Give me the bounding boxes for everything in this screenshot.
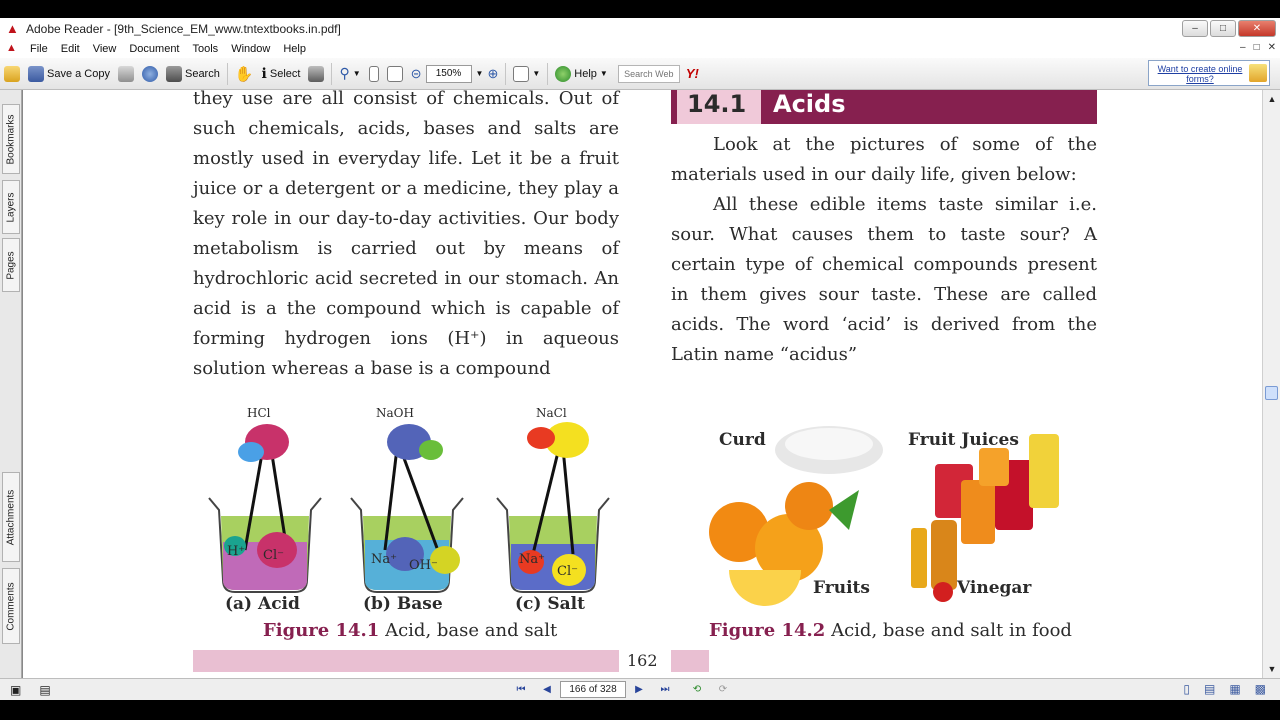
search-label: Search [184,67,220,80]
help-label: Help [574,67,597,80]
yahoo-logo[interactable]: Y! [685,66,699,81]
pages-tab[interactable] [2,238,20,292]
vertical-scrollbar[interactable] [1262,90,1280,678]
printer-icon [118,66,134,82]
navigation-panel [0,90,22,678]
label-fruit-juices: Fruit Juices [908,430,1019,450]
body-paragraph: they use are all consist of chemicals. Out of such chemicals, acids, bases and salts are mostly used in everyday life. Let it be a fruit juice or a detergent or a medicine, they play a key role in our day-to-day activities. Our body metabolism is carried out by means of hydrochloric acid secreted in our stomach. An acid is a the compound which is capable of forming hydrogen ions (H⁺) in aqueous solution whereas a base is a compound [193,90,619,379]
figure-caption-text: Acid, base and salt in food [831,620,1072,641]
layers-tab[interactable] [2,180,20,234]
page-navigation [512,681,732,698]
chevron-down-icon: ▼ [599,69,608,78]
menu-bar [0,40,1280,58]
toolbar-separator [331,63,332,85]
create-online-forms-link[interactable] [1148,60,1270,86]
select-label: Select [269,67,301,80]
menu-document[interactable]: Document [129,43,180,55]
status-bar [0,678,1280,700]
page-layout-icon[interactable]: ▤ [39,682,51,697]
rotate-view-button[interactable] [509,62,544,86]
figure-caption-text: Acid, base and salt [385,620,558,641]
window-title: Adobe Reader - [9th_Science_EM_www.tntextbooks.in.pdf] [26,22,341,36]
menu-file[interactable]: File [30,43,48,55]
formula-naoh: NaOH [376,406,414,420]
bookmarks-label: Bookmarks [5,113,17,165]
doc-restore-button[interactable]: □ [1253,42,1260,53]
adobe-reader-icon: ▲ [6,21,19,36]
search-web-input[interactable] [618,65,680,83]
menu-tools[interactable]: Tools [192,43,219,55]
binoculars-icon [166,66,182,82]
section-heading [671,90,1097,124]
save-copy-button[interactable] [24,62,114,86]
title-bar [0,18,1280,40]
zoom-out-icon: ⊝ [410,65,422,81]
formula-nacl: NaCl [536,406,567,420]
zoom-dropdown-icon[interactable]: ▼ [475,69,484,78]
doc-minimize-button[interactable]: – [1240,42,1246,53]
ion-label-na-salt: Na⁺ [519,552,545,567]
attachments-tab[interactable] [2,472,20,562]
fit-page-button[interactable] [365,62,383,86]
attachments-label: Attachments [5,489,17,545]
forms-icon [1249,64,1267,82]
panel-toggle-icon[interactable]: ▣ [10,682,22,697]
vinegar-bottles [911,520,957,602]
ion-label-na: Na⁺ [371,552,397,567]
toolbar-separator [505,63,506,85]
ion-label-cl: Cl⁻ [263,548,284,563]
salt-beaker [497,422,609,592]
text-cursor-icon: ℹ [261,65,267,81]
create-forms-text: Want to create online forms? [1157,64,1243,84]
label-curd: Curd [719,430,766,450]
comments-label: Comments [5,581,17,631]
menu-help[interactable]: Help [283,43,306,55]
snapshot-button[interactable] [304,62,328,86]
continuous-view-icon[interactable]: ▤ [1203,682,1216,696]
label-base: (b) Base [363,594,443,614]
page-view-modes [1183,682,1266,696]
scroll-down-arrow-icon[interactable]: ▼ [1267,664,1277,674]
section-number: 14.1 [677,90,761,124]
section-title: Acids [773,90,846,118]
menu-view[interactable]: View [92,43,117,55]
print-button[interactable] [114,62,138,86]
base-beaker [351,424,463,592]
save-copy-label: Save a Copy [47,67,110,80]
formula-hcl: HCl [247,406,271,420]
label-salt: (c) Salt [515,594,585,614]
document-view[interactable] [22,90,1262,678]
magnifier-icon: ⚲ [339,65,350,81]
camera-icon [308,66,324,82]
layers-label: Layers [5,191,17,223]
chevron-down-icon: ▼ [532,69,541,78]
email-button[interactable] [138,62,162,86]
page-footer-band-left [193,650,619,672]
toolbar-separator [547,63,548,85]
first-page-icon[interactable]: ⏮ [516,683,526,695]
next-page-icon[interactable]: ▶ [635,683,643,695]
pdf-page [23,90,1262,678]
zoom-level-field[interactable]: 150% [426,65,472,83]
ion-label-h: H⁺ [227,544,246,559]
zoom-in-button[interactable] [483,62,502,86]
search-button[interactable] [162,62,224,86]
save-disk-icon [28,66,44,82]
curd-bowl [775,426,883,474]
zoom-tool-button[interactable] [335,62,364,86]
hand-tool-button[interactable] [231,62,258,86]
fit-width-icon [387,66,403,82]
body-paragraph: Look at the pictures of some of the materials used in our daily life, given below: [671,134,1097,185]
fit-page-icon [369,66,379,82]
comments-tab[interactable] [2,568,20,644]
right-column-text [671,130,1097,370]
continuous-facing-view-icon[interactable]: ▩ [1254,682,1266,696]
toolbar-separator [227,63,228,85]
document-window-controls [1240,42,1276,53]
fit-width-button[interactable] [383,62,407,86]
window-controls [1182,20,1276,37]
open-folder-icon [4,66,20,82]
previous-page-icon[interactable]: ◀ [543,683,551,695]
figure-caption [709,620,1072,641]
acid-beaker [209,424,321,592]
adobe-reader-window [0,18,1280,700]
toolbar [0,58,1280,90]
rotate-view-icon [513,66,529,82]
chevron-down-icon: ▼ [352,69,361,78]
beaker-illustrations [201,420,621,610]
facing-view-icon[interactable]: ▦ [1229,682,1241,696]
help-circle-icon [555,66,571,82]
help-button[interactable] [551,62,612,86]
maximize-button[interactable]: □ [1210,20,1236,37]
ion-label-oh: OH⁻ [409,558,438,573]
document-icon[interactable]: ▲ [6,42,17,54]
bookmarks-tab[interactable] [2,104,20,174]
doc-close-button[interactable]: ✕ [1267,42,1276,53]
go-back-icon[interactable]: ⟲ [692,683,702,695]
label-acid: (a) Acid [225,594,300,614]
scroll-up-arrow-icon[interactable]: ▲ [1267,94,1277,104]
printed-page-number: 162 [627,651,658,670]
figure-number: Figure 14.2 [709,620,826,641]
zoom-out-button[interactable] [407,62,426,86]
left-column-text [193,90,619,384]
select-tool-button[interactable] [258,62,305,86]
menu-edit[interactable]: Edit [60,43,80,55]
last-page-icon[interactable]: ⏭ [660,683,670,695]
open-button[interactable] [0,62,24,86]
page-footer-band-right [671,650,709,672]
single-page-view-icon[interactable]: ▯ [1183,682,1190,696]
body-paragraph: All these edible items taste similar i.e. sour. What causes them to taste sour? A certain type of chemical compounds present in them gives sour taste. These are called acids. The word ‘acid’ is derived from the Latin name “acidus” [671,194,1097,365]
hand-icon: ✋ [234,65,254,83]
label-vinegar: Vinegar [957,578,1032,598]
figure-number: Figure 14.1 [263,620,380,641]
scroll-thumb[interactable] [1265,386,1278,400]
go-forward-icon[interactable]: ⟳ [718,683,728,695]
page-number-field[interactable]: 166 of 328 [560,681,626,698]
zoom-in-icon: ⊕ [487,65,499,81]
minimize-button[interactable]: – [1182,20,1208,37]
globe-email-icon [142,66,158,82]
menu-window[interactable]: Window [231,43,271,55]
close-button[interactable]: ✕ [1238,20,1276,37]
label-fruits: Fruits [813,578,870,598]
figure-caption [263,620,557,641]
ion-label-cl-salt: Cl⁻ [557,564,578,579]
pages-label: Pages [5,250,17,280]
